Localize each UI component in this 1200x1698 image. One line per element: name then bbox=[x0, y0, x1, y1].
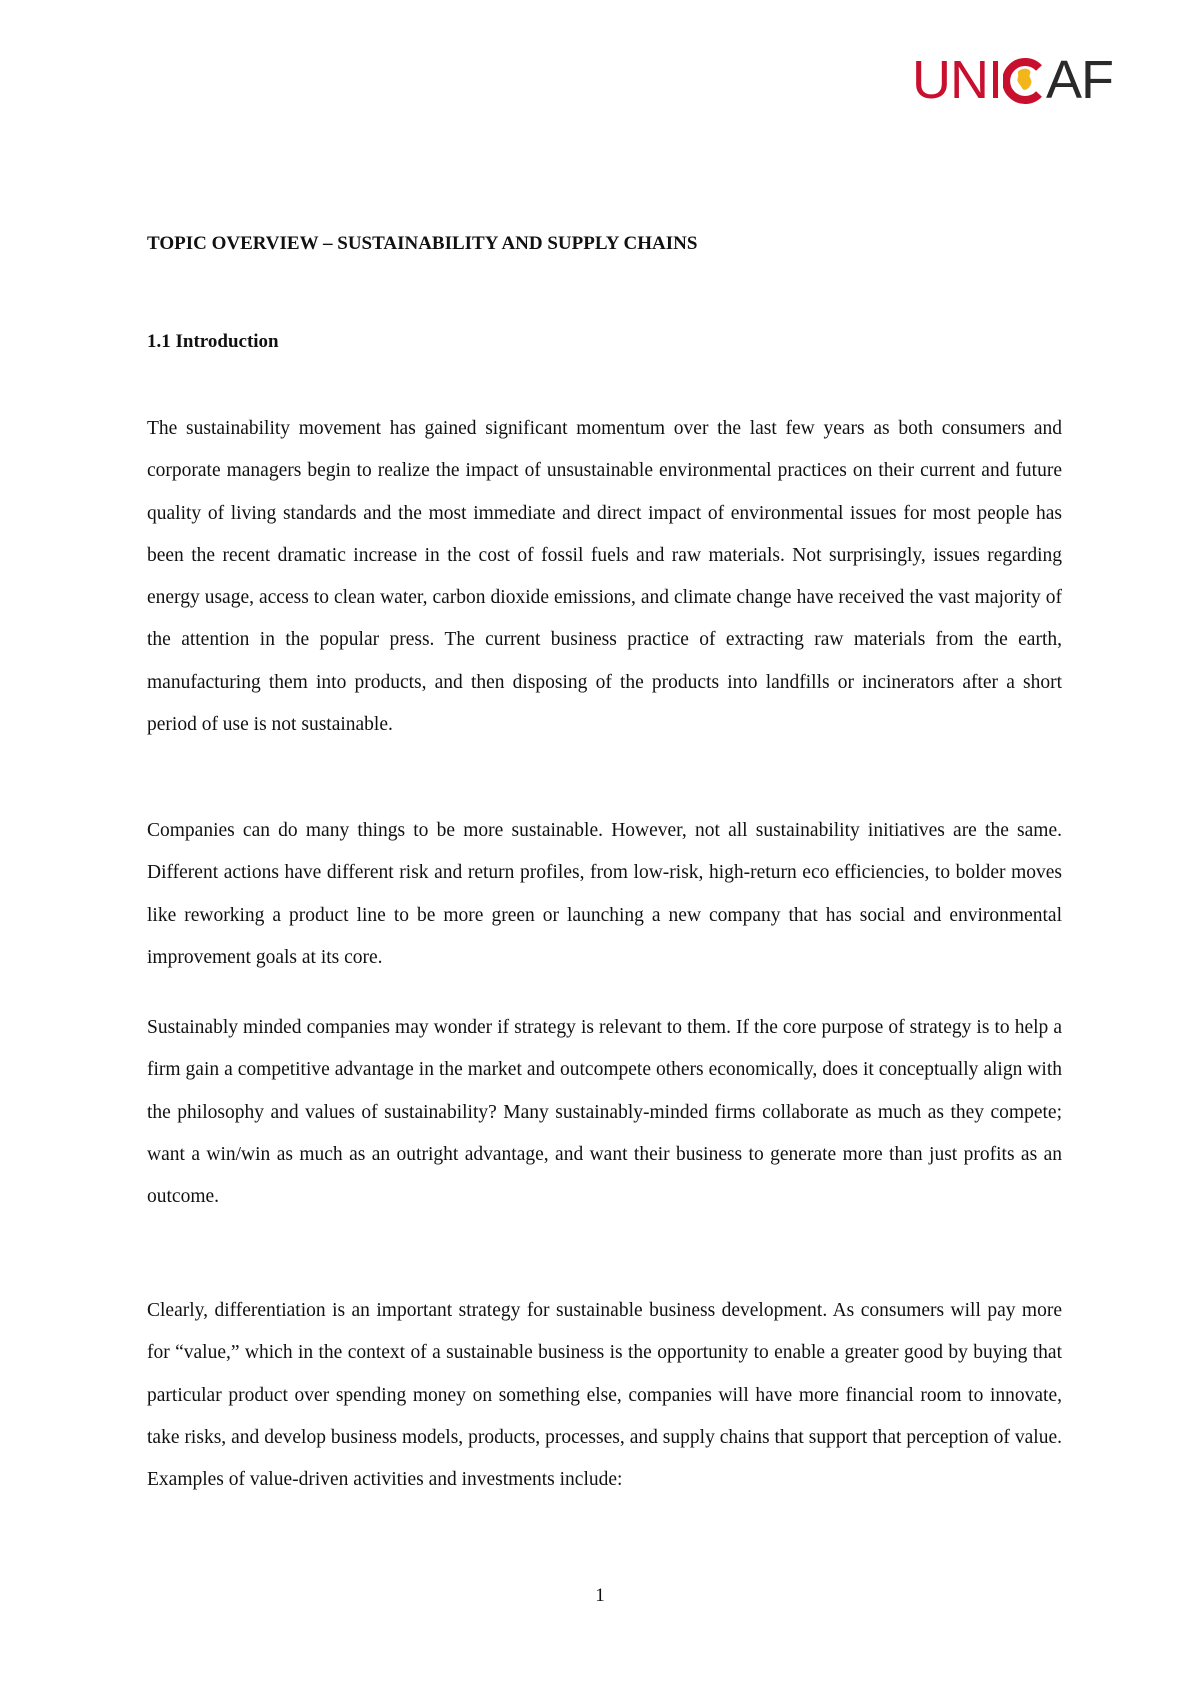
globe-c-icon bbox=[1003, 58, 1045, 104]
paragraph-3: Sustainably minded companies may wonder if strategy is relevant to them. If the core purpose of strategy is to help a firm gain a competitive advantage in the market and outcompete others economically, does it conceptually align with the philosophy and values of sustainability? Many sustainably-minded firms collaborate as much as they compete; want a win/win as much as an outright advantage, and want their business to generate more than just profits as an outcome. bbox=[147, 1017, 1062, 1208]
section-heading: 1.1 Introduction bbox=[147, 331, 279, 352]
logo-text-left: UNI bbox=[912, 50, 1002, 110]
logo-wordmark bbox=[912, 52, 1113, 108]
paragraph-2: Companies can do many things to be more sustainable. However, not all sustainability initiatives are the same. Different actions have different risk and return profiles, from low-risk, high-return eco efficiencies, to bolder moves like reworking a product line to be more green or launching a new company that has social and environmental improvement goals at its core. bbox=[147, 820, 1062, 968]
paragraph-1: The sustainability movement has gained significant momentum over the last few years as both consumers and corporate managers begin to realize the impact of unsustainable environmental practices on their current and future quality of living standards and the most immediate and direct impact of environmental issues for most people has been the recent dramatic increase in the cost of fossil fuels and raw materials. Not surprisingly, issues regarding energy usage, access to clean water, carbon dioxide emissions, and climate change have received the vast majority of the attention in the popular press. The current business practice of extracting raw materials from the earth, manufacturing them into products, and then disposing of the products into landfills or incinerators after a short period of use is not sustainable. bbox=[147, 418, 1062, 736]
document-title: TOPIC OVERVIEW – SUSTAINABILITY AND SUPPLY CHAINS bbox=[147, 233, 698, 254]
logo-africa-shape bbox=[1017, 69, 1031, 90]
unicaf-logo bbox=[912, 52, 1112, 108]
page-number: 1 bbox=[595, 1585, 605, 1606]
logo-c-globe-icon bbox=[1003, 58, 1045, 104]
paragraph-4: Clearly, differentiation is an important strategy for sustainable business development. As consumers will pay more for “value,” which in the context of a sustainable business is the opportunity to enable a greater good by buying that particular product over spending money on something else, companies will have more financial room to innovate, take risks, and develop business models, products, processes, and supply chains that support that perception of value. Examples of value-driven activities and investments include: bbox=[147, 1300, 1062, 1491]
logo-text-right: AF bbox=[1046, 50, 1114, 110]
